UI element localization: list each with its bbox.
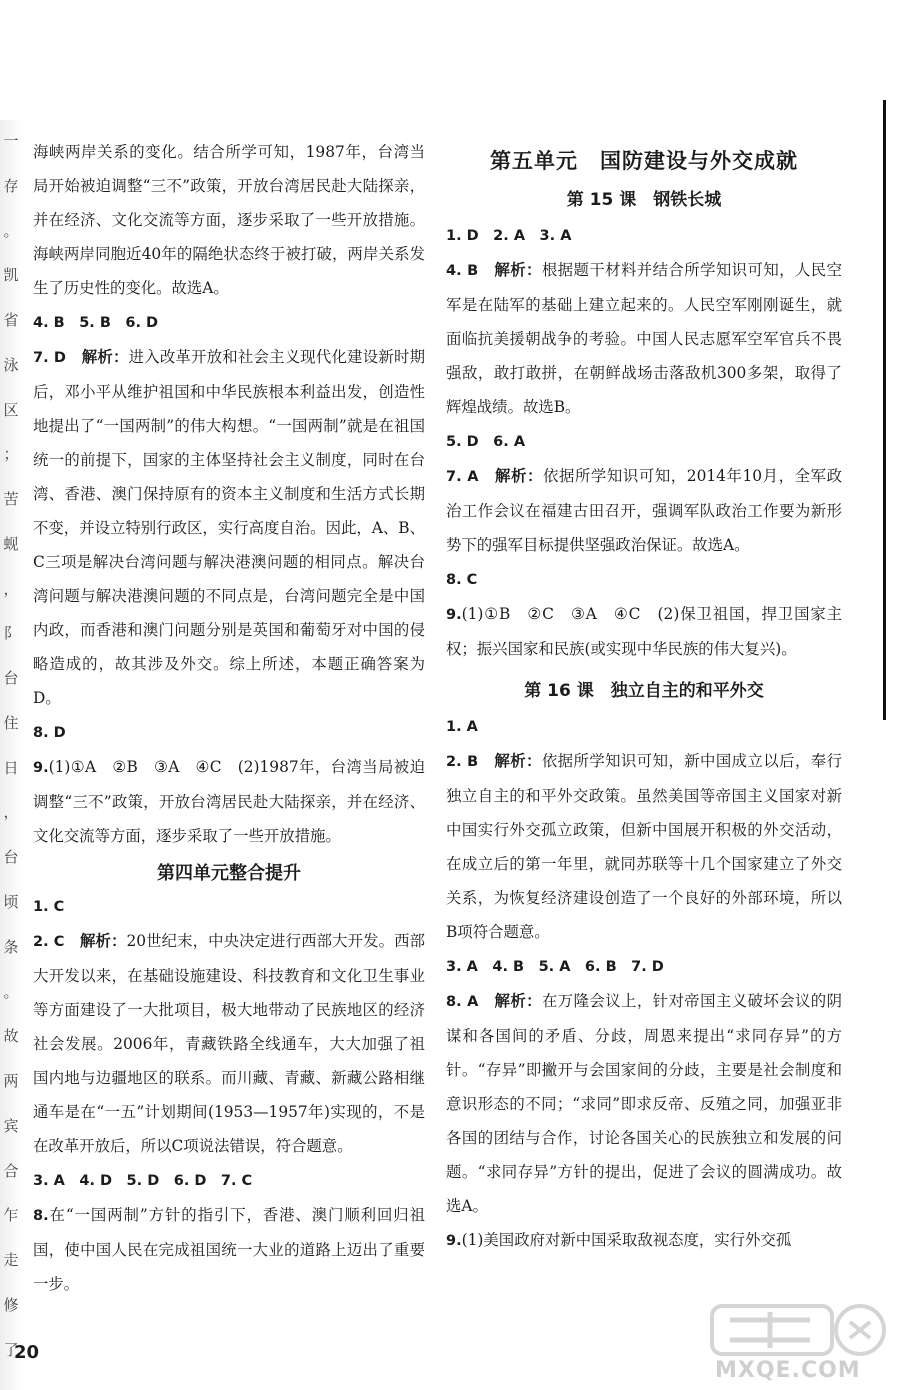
gutter-char: 住 [3, 713, 19, 732]
page-number: 20 [14, 1342, 40, 1363]
gutter-char: 走 [3, 1251, 19, 1270]
gutter-char: 合 [3, 1161, 19, 1180]
watermark-logo-icon [710, 1300, 890, 1360]
left-column [33, 135, 425, 1301]
answer-9: 9.(1)①A ②B ③A ④C (2)1987年，台湾当局被迫调整“三不”政策，开放台湾居民赴大陆探亲，并在经济、文化交流等方面，逐步采取了一些开放措施。 [33, 758, 425, 845]
gutter-char: 存 [3, 176, 19, 195]
gutter-char: 台 [3, 669, 19, 688]
gutter-char: 台 [3, 848, 19, 867]
gutter-char: 苦 [3, 490, 19, 509]
gutter-char: 一 [3, 132, 19, 150]
l15-answer-4: 4. B 解析：根据题干材料并结合所学知识可知，人民空军是在陆军的基础上建立起来的。人民空军刚刚诞生，就面临抗美援朝战争的考验。中国人民志愿军空军官兵不畏强敌，敢打敢拼，在朝鲜战场击落敌机300多架，取得了辉煌战绩。故选B。 [446, 261, 842, 416]
review-answer-2: 2. C 解析：20世纪末，中央决定进行西部大开发。西部大开发以来，在基础设施建设、科技教育和文化卫生事业等方面建设了一大批项目，极大地带动了民族地区的经济社会发展。2006年，青藏铁路全线通车，大大加强了祖国内地与边疆地区的联系。而川藏、青藏、新藏公路相继通车是在“一五”计划期间(1953—1957年)实现的，不是在改革开放后，所以C项说法错误，符合题意。 [33, 932, 425, 1155]
l15-answer-7: 7. A 解析：依据所学知识可知，2014年10月，全军政治工作会议在福建古田召开，强调军队政治工作要为新形势下的强军目标提供坚强政治保证。故选A。 [446, 467, 842, 554]
gutter-char: 故 [3, 1027, 19, 1046]
right-column [446, 145, 842, 1258]
lesson-16-title: 第 16 课 独立自主的和平外交 [524, 681, 764, 701]
gutter-char: ， [3, 579, 19, 598]
gutter-char: 了 [3, 1340, 19, 1359]
gutter-char: 。 [3, 221, 19, 240]
gutter-char: 顷 [3, 893, 19, 912]
gutter-char: 条 [3, 937, 19, 956]
answer-4-6: 4. B 5. B 6. D [33, 315, 159, 331]
l15-answers-1-3: 1. D 2. A 3. A [446, 228, 572, 244]
answer-8: 8. D [33, 725, 66, 741]
gutter-char: 凯 [3, 266, 19, 285]
l16-answer-1: 1. A [446, 719, 478, 735]
gutter-char: 阝 [3, 624, 19, 643]
gutter-char: 泳 [3, 355, 19, 374]
answer-7: 7. D 解析：进入改革开放和社会主义现代化建设新时期后，邓小平从维护祖国和中华民族根本利益出发，创造性地提出了“一国两制”的伟大构想。“一国两制”就是在祖国统一的前提下，国家的主体坚持社会主义制度，同时在台湾、香港、澳门保持原有的资本主义制度和生活方式长期不变，并设立特别行政区，实行高度自治。因此，A、B、C三项是解决台湾问题与解决港澳问题的相同点。解决台湾问题与解决港澳问题的不同点是，台湾问题完全是中国内政，而香港和澳门问题分别是英国和葡萄牙对中国的侵略造成的，故其涉及外交。综上所述，本题正确答案为D。 [33, 348, 425, 707]
gutter-char: 修 [3, 1295, 19, 1314]
unit-5-title: 第五单元 国防建设与外交成就 [490, 149, 798, 173]
l15-answers-5-6: 5. D 6. A [446, 434, 526, 450]
gutter-char: 日 [3, 758, 19, 777]
review-answer-8: 8.在“一国两制”方针的指引下，香港、澳门顺利回归祖国，使中国人民在完成祖国统一大业的道路上迈出了重要一步。 [33, 1206, 425, 1293]
continued-paragraph: 海峡两岸关系的变化。结合所学可知，1987年，台湾当局开始被迫调整“三不”政策，开放台湾居民赴大陆探亲，并在经济、文化交流等方面，逐步采取了一些开放措施。海峡两岸同胞近40年的隔绝状态终于被打破，两岸关系发生了历史性的变化。故选A。 [33, 143, 425, 297]
lesson-15-title: 第 15 课 钢铁长城 [566, 190, 722, 210]
gutter-char: 宾 [3, 1116, 19, 1135]
watermark [705, 1300, 895, 1385]
l16-answer-2: 2. B 解析：依据所学知识可知，新中国成立以后，奉行独立自主的和平外交政策。虽然美国等帝国主义国家对新中国实行外交孤立政策，但新中国展开积极的外交活动，在成立后的第一年里，就同苏联等十几个国家建立了外交关系，为恢复经济建设创造了一个良好的外部环境，所以B项符合题意。 [446, 752, 842, 941]
section-title-unit4-review: 第四单元整合提升 [157, 863, 301, 884]
gutter-char: 区 [3, 400, 19, 419]
gutter-char: 乍 [3, 1206, 19, 1225]
l16-answer-9: 9.(1)美国政府对新中国采取敌视态度，实行外交孤 [446, 1231, 792, 1249]
gutter-char: 蚬 [3, 534, 19, 553]
watermark-site: MXQE.COM [715, 1358, 861, 1383]
review-answers-3-7: 3. A 4. D 5. D 6. D 7. C [33, 1173, 253, 1189]
right-edge-rule [883, 100, 886, 720]
left-gutter-bleed-text [0, 120, 22, 1390]
gutter-char: 两 [3, 1072, 19, 1091]
gutter-char: 。 [3, 982, 19, 1001]
l15-answer-9: 9.(1)①B ②C ③A ④C (2)保卫祖国，捍卫国家主权；振兴国家和民族(或实现中华民族的伟大复兴)。 [446, 605, 842, 658]
gutter-char: ； [3, 445, 19, 464]
gutter-char: 省 [3, 311, 19, 330]
review-answer-1: 1. C [33, 899, 65, 915]
gutter-char: ， [3, 803, 19, 822]
l15-answer-8: 8. C [446, 572, 478, 588]
l16-answers-3-7: 3. A 4. B 5. A 6. B 7. D [446, 959, 664, 975]
l16-answer-8: 8. A 解析：在万隆会议上，针对帝国主义破坏会议的阴谋和各国间的矛盾、分歧，周恩来提出“求同存异”的方针。“存异”即撇开与会国家间的分歧，主要是社会制度和意识形态的不同；“求同”即求反帝、反殖之同，加强亚非各国的团结与合作，讨论各国关心的民族独立和发展的问题。“求同存异”方针的提出，促进了会议的圆满成功。故选A。 [446, 992, 842, 1215]
